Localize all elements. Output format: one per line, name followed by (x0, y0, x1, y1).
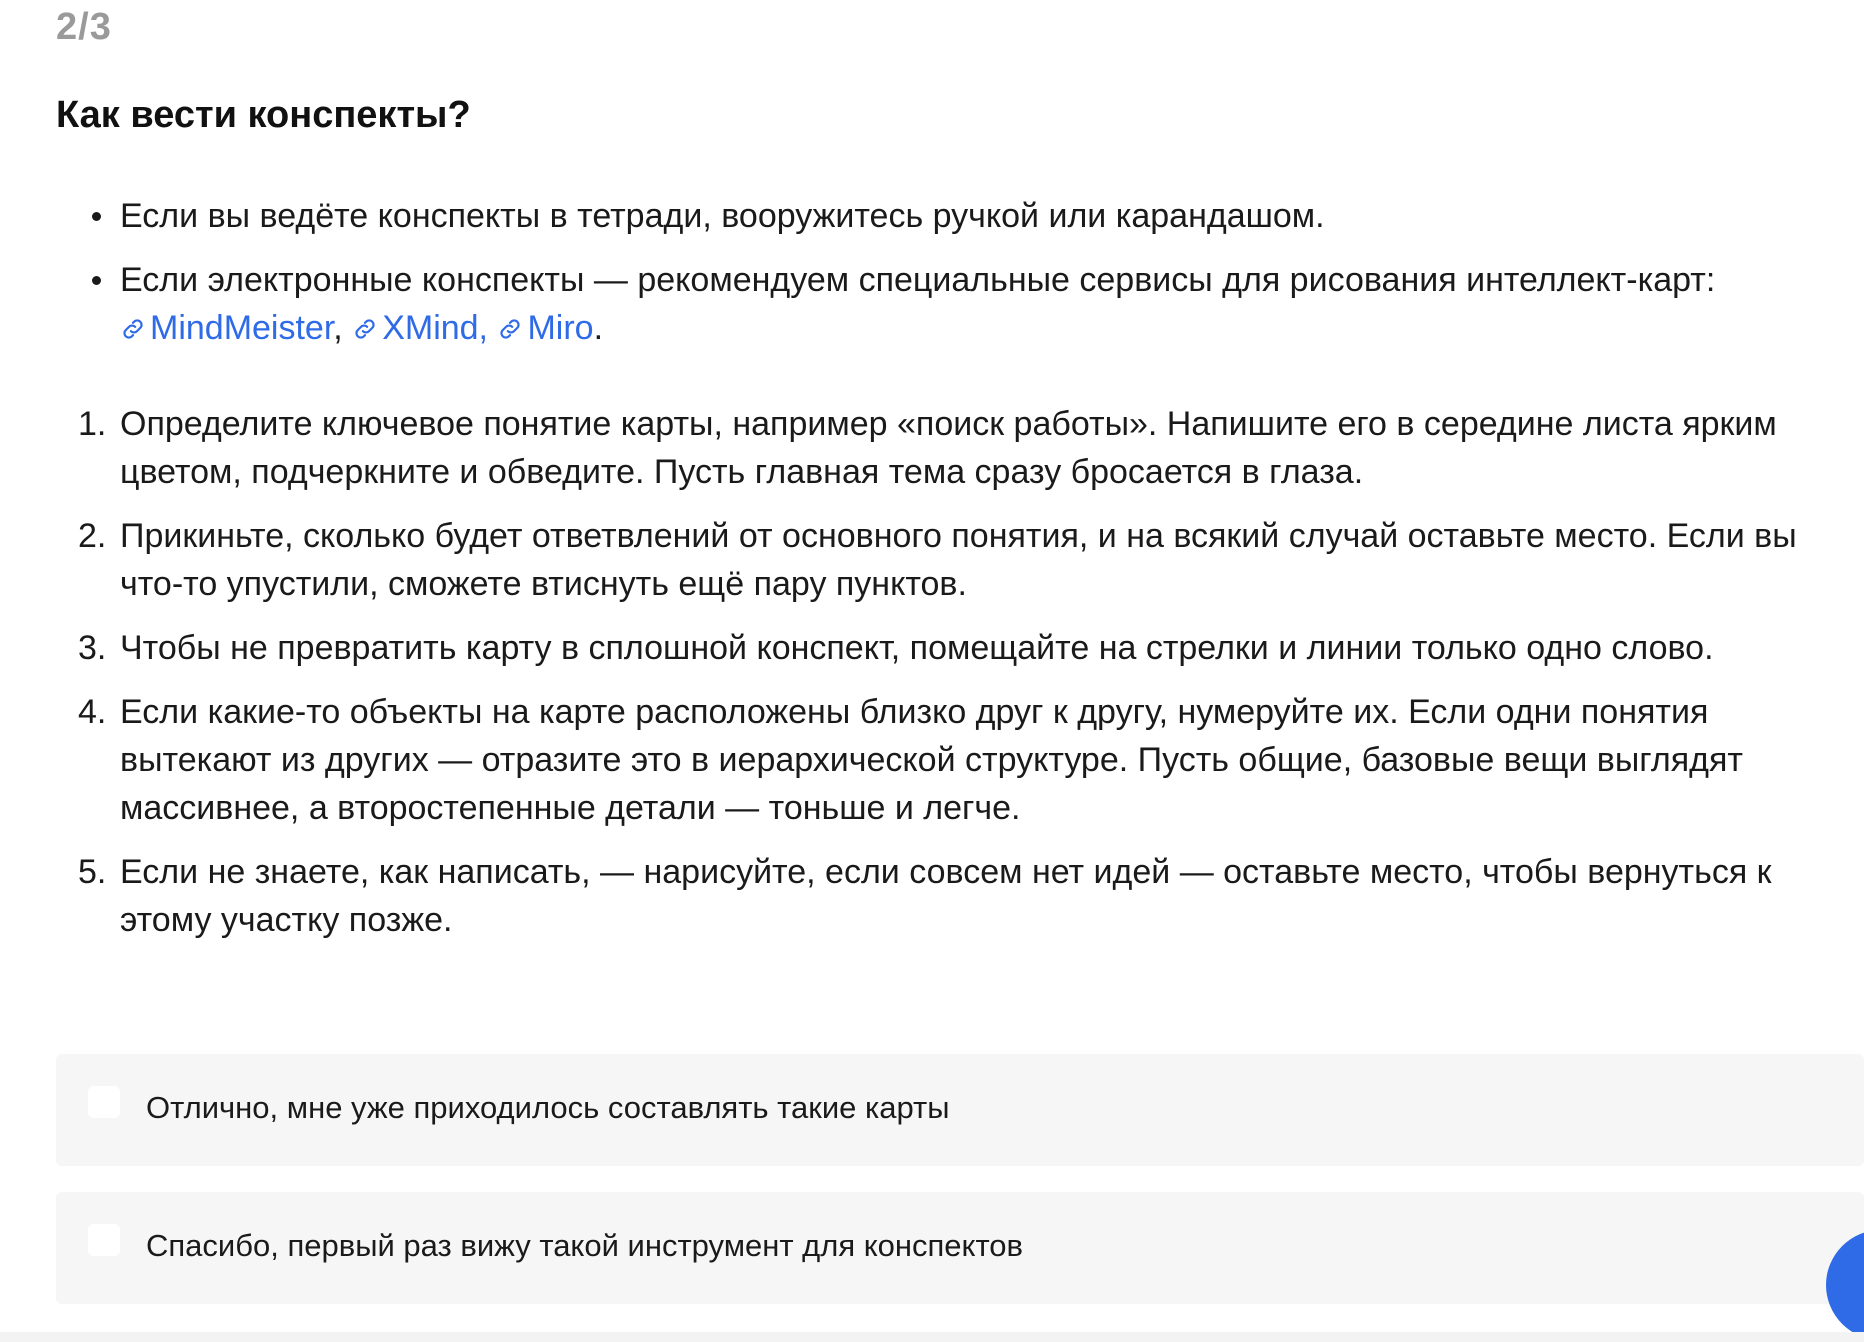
list-item (120, 192, 1820, 240)
link-mindmeister[interactable] (120, 309, 333, 347)
link-xmind[interactable] (352, 309, 488, 347)
step-counter: 2/3 (56, 6, 112, 48)
list-item-text: Если какие-то объекты на карте расположены близко друг к другу, нумеруйте их. Если одни понятия вытекают из других — отразите это в иерархической структуре. Пусть общие, базовые вещи выглядят массивнее, а второстепенные детали — тоньше и легче. (120, 693, 1744, 827)
list-item (78, 512, 1820, 608)
page-bottom-divider (0, 1332, 1864, 1342)
numbered-list (78, 400, 1820, 960)
list-item-number: 4. (78, 693, 107, 731)
link-icon (352, 316, 378, 342)
list-item (78, 400, 1820, 496)
list-item-text: Если вы ведёте конспекты в тетради, вооружитесь ручкой или карандашом. (120, 197, 1325, 235)
link-label: MindMeister (150, 309, 334, 347)
link-label: Miro (527, 309, 594, 347)
separator-text: , (333, 309, 353, 347)
answer-option-already-used[interactable] (56, 1054, 1864, 1166)
list-item-text: Если не знаете, как написать, — нарисуйте, если совсем нет идей — оставьте место, чтобы вернуться к этому участку позже. (120, 853, 1772, 939)
list-item-number: 1. (78, 405, 107, 443)
link-icon (120, 316, 146, 342)
answer-label: Спасибо, первый раз вижу такой инструмент для конспектов (146, 1228, 1024, 1263)
list-item-number: 2. (78, 517, 107, 555)
list-item-number: 5. (78, 853, 107, 891)
answer-label: Отлично, мне уже приходилось составлять такие карты (146, 1090, 950, 1125)
answer-checkbox[interactable] (88, 1224, 120, 1256)
link-icon (497, 316, 523, 342)
link-label: XMind, (382, 309, 489, 347)
separator-text: . (593, 309, 604, 347)
list-item (78, 688, 1820, 832)
list-item (78, 624, 1820, 672)
list-item (78, 848, 1820, 944)
list-item-text: Если электронные конспекты — рекомендуем специальные сервисы для рисования интеллект-карт: (120, 261, 1716, 299)
answer-option-first-time[interactable] (56, 1192, 1864, 1304)
bullet-list (120, 192, 1820, 368)
list-item (120, 256, 1820, 352)
list-item-text: Определите ключевое понятие карты, например «поиск работы». Напишите его в середине листа ярким цветом, подчеркните и обведите. Пусть главная тема сразу бросается в глаза. (120, 405, 1777, 491)
page-title: Как вести конспекты? (56, 94, 471, 136)
list-item-number: 3. (78, 629, 107, 667)
link-miro[interactable] (497, 309, 593, 347)
list-item-text: Прикиньте, сколько будет ответвлений от основного понятия, и на всякий случай оставьте место. Если вы что-то упустили, сможете втиснуть ещё пару пунктов. (120, 517, 1797, 603)
answer-checkbox[interactable] (88, 1086, 120, 1118)
list-item-text: Чтобы не превратить карту в сплошной конспект, помещайте на стрелки и линии только одно слово. (120, 629, 1714, 667)
